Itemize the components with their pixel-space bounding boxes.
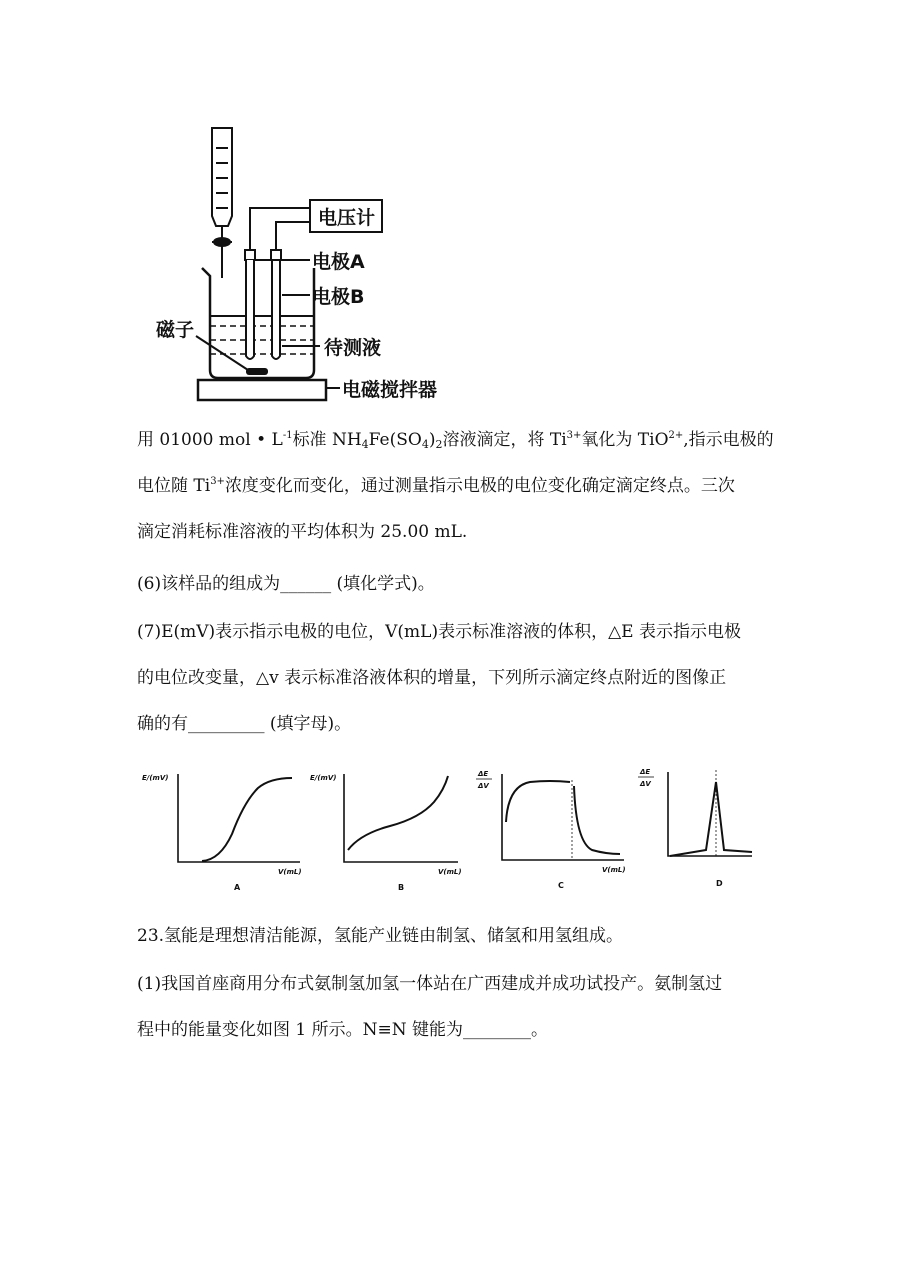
stir-bar <box>246 368 268 375</box>
stir-bar-label: 磁子 <box>156 319 195 341</box>
graph-c <box>476 770 626 890</box>
option-graphs <box>140 762 780 902</box>
graph-d-ylabel-num: ΔE <box>640 768 651 776</box>
graph-b-curve <box>348 776 448 850</box>
graph-c-curve-right <box>574 786 620 854</box>
question-7-line-3: 确的有_________ (填字母)。 <box>137 714 352 734</box>
graph-c-ylabel-num: ΔE <box>478 770 489 778</box>
solution-label: 待测液 <box>324 337 382 359</box>
graph-c-xlabel: V(mL) <box>602 866 626 874</box>
graph-a-letter: A <box>234 883 241 892</box>
graph-c-letter: C <box>558 881 564 890</box>
question-23-part-1 <box>137 962 722 1054</box>
question-6: (6)该样品的组成为______ (填化学式)。 <box>137 574 435 594</box>
graph-d-ylabel-den: ΔV <box>640 780 651 788</box>
description-line-2: 电位随 $Ti^{3+}$浓度变化而变化，通过测量指示电极的电位变化确定滴定终点。三次 <box>137 476 735 496</box>
beaker <box>202 268 314 378</box>
description-line-1: 用 01000 mol • $L^{-1}$标准 $NH_4Fe(SO_4)_2$溶液滴定，将 $Ti^{3+}$氧化为 TiO$^{2+}$,指示电极的 <box>137 430 774 451</box>
label-leaders <box>196 260 340 388</box>
description-line-3: 滴定消耗标准溶液的平均体积为 25.00 mL. <box>137 522 468 542</box>
graph-b-letter: B <box>398 883 405 892</box>
graph-c-ylabel-den: ΔV <box>478 782 489 790</box>
graph-b-axes <box>344 774 458 862</box>
graph-b <box>310 774 462 892</box>
electrode-a-label: 电极A <box>312 251 365 273</box>
burette <box>212 128 232 278</box>
question-23-intro: 23.氢能是理想清洁能源，氢能产业链由制氢、储氢和用氢组成。 <box>137 926 624 946</box>
voltmeter-label: 电压计 <box>318 207 376 229</box>
graph-a-ylabel: E/(mV) <box>142 774 169 782</box>
electrode-b <box>271 250 281 359</box>
graph-b-xlabel: V(mL) <box>438 868 462 876</box>
graph-d-axes <box>668 772 752 856</box>
graph-a-curve <box>202 778 292 861</box>
titration-description <box>137 418 774 556</box>
question-7-line-2: 的电位改变量，△v 表示标准洛液体积的增量，下列所示滴定终点附近的图像正 <box>137 668 727 688</box>
titration-apparatus-diagram <box>140 118 460 408</box>
graph-d-curve <box>670 782 752 856</box>
graph-c-curve-left <box>506 781 570 822</box>
electrode-a <box>245 250 255 359</box>
graph-b-ylabel: E/(mV) <box>310 774 337 782</box>
question-23-line-1: (1)我国首座商用分布式氨制氢加氢一体站在广西建成并成功试投产。氨制氢过 <box>137 974 723 994</box>
question-23-line-2: 程中的能量变化如图 1 所示。N≡N 键能为________。 <box>137 1020 549 1040</box>
stirrer-label: 电磁搅拌器 <box>342 379 438 401</box>
graph-d-letter: D <box>716 879 723 888</box>
graph-d <box>638 768 752 888</box>
question-7 <box>137 610 741 748</box>
graph-a <box>142 774 302 892</box>
graph-a-xlabel: V(mL) <box>278 868 302 876</box>
electrode-b-label: 电极B <box>312 286 365 308</box>
question-7-line-1: (7)E(mV)表示指示电极的电位，V(mL)表示标准溶液的体积，△E 表示指示电极 <box>137 622 741 642</box>
voltmeter <box>310 200 382 232</box>
magnetic-stirrer <box>198 380 326 400</box>
